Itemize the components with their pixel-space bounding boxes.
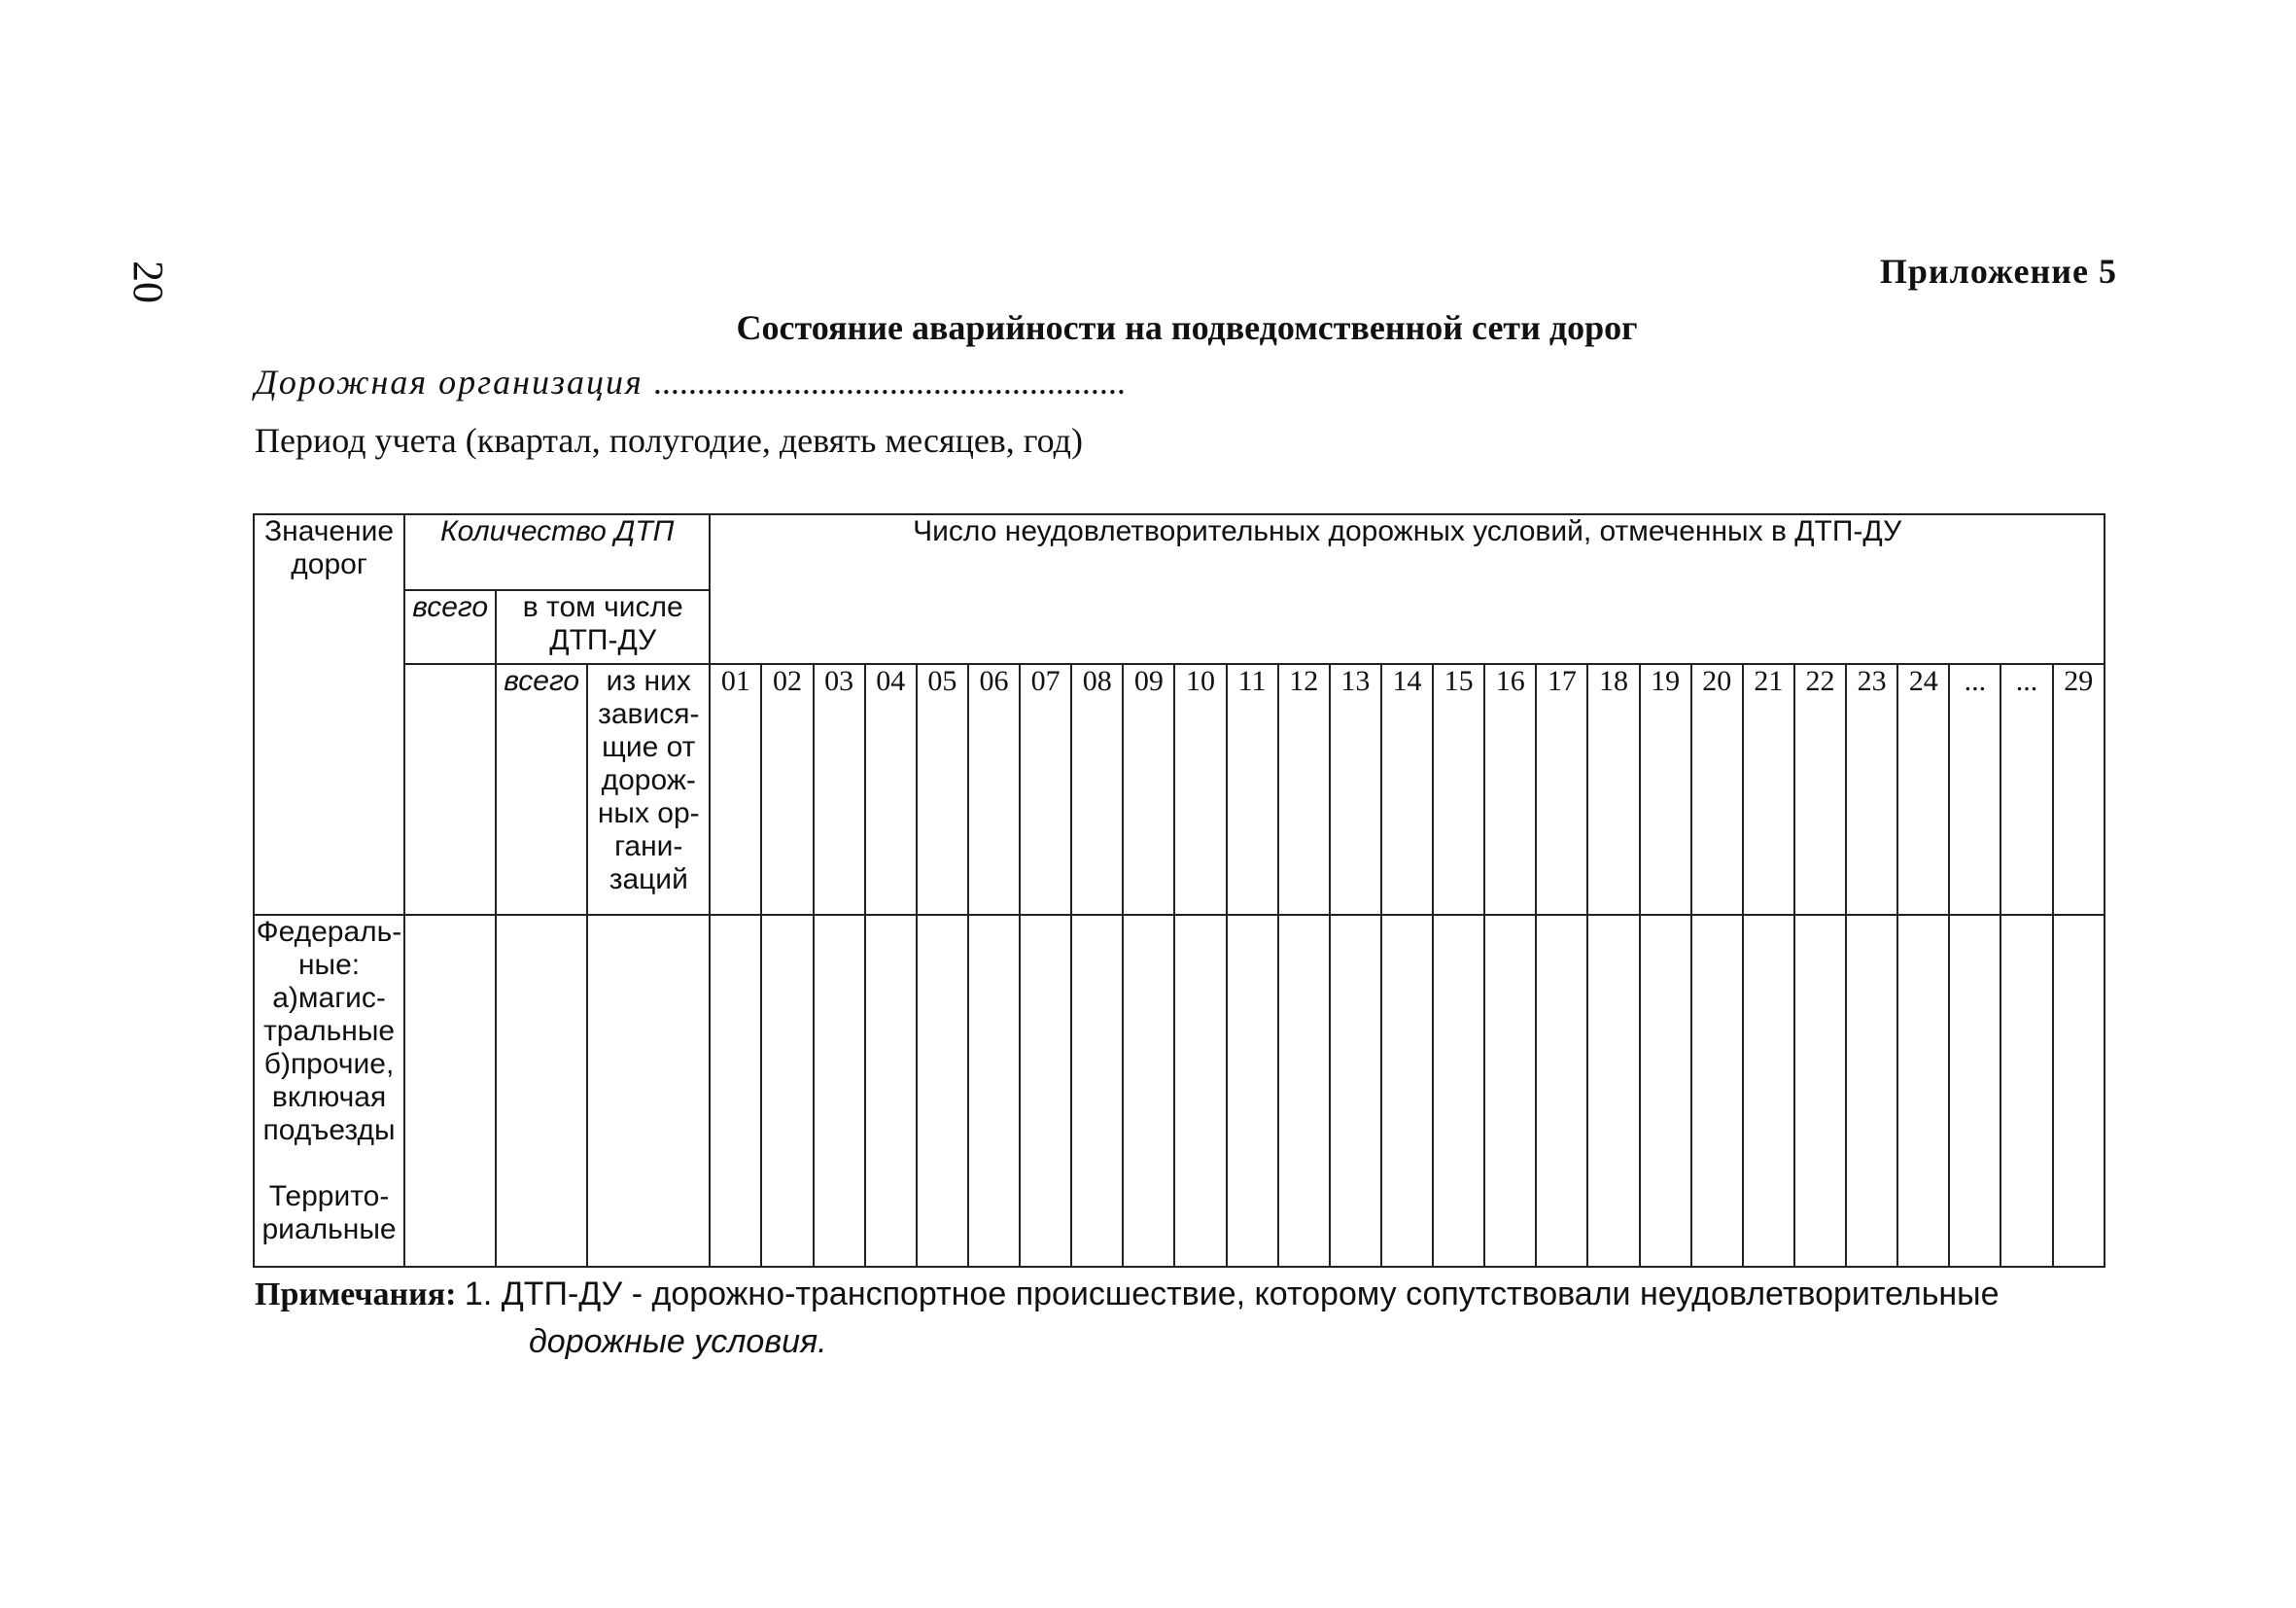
condition-number: 29 bbox=[2053, 664, 2105, 915]
header-total: всего bbox=[404, 590, 496, 664]
header-including: в том числе ДТП-ДУ bbox=[496, 590, 710, 664]
condition-cell bbox=[710, 915, 761, 1267]
condition-cell bbox=[1123, 915, 1174, 1267]
notes-line2: дорожные условия. bbox=[529, 1323, 827, 1360]
condition-number: 04 bbox=[865, 664, 917, 915]
row-label-line: Террито- bbox=[268, 1180, 390, 1212]
condition-number: 09 bbox=[1123, 664, 1174, 915]
condition-cell bbox=[1071, 915, 1123, 1267]
condition-cell bbox=[1794, 915, 1846, 1267]
row-label-line: Федераль- bbox=[256, 916, 402, 948]
condition-cell bbox=[1433, 915, 1484, 1267]
notes-label: Примечания: bbox=[255, 1276, 457, 1312]
condition-cell bbox=[1949, 915, 2000, 1267]
condition-cell bbox=[1381, 915, 1433, 1267]
row-label-line: ные: bbox=[297, 949, 361, 981]
condition-number: ... bbox=[1949, 664, 2000, 915]
data-cell bbox=[587, 915, 710, 1267]
condition-cell bbox=[968, 915, 1020, 1267]
condition-cell bbox=[1536, 915, 1587, 1267]
condition-number: 10 bbox=[1174, 664, 1226, 915]
data-cell bbox=[404, 915, 496, 1267]
condition-number: 11 bbox=[1227, 664, 1278, 915]
condition-cell bbox=[1640, 915, 1691, 1267]
row-label bbox=[254, 915, 404, 1267]
condition-number: 18 bbox=[1587, 664, 1639, 915]
condition-number: 23 bbox=[1846, 664, 1897, 915]
condition-number: 22 bbox=[1794, 664, 1846, 915]
row-label-line: риальные bbox=[261, 1213, 397, 1245]
appendix-label: Приложение 5 bbox=[1879, 252, 2117, 291]
condition-cell bbox=[2053, 915, 2105, 1267]
condition-cell bbox=[1743, 915, 1794, 1267]
condition-number: 14 bbox=[1381, 664, 1433, 915]
condition-cell bbox=[1278, 915, 1330, 1267]
condition-cell bbox=[917, 915, 968, 1267]
condition-number: 01 bbox=[710, 664, 761, 915]
condition-number: 15 bbox=[1433, 664, 1484, 915]
organization-line bbox=[255, 362, 1127, 402]
organization-blank: ...................................................... bbox=[653, 363, 1127, 402]
data-cell bbox=[496, 915, 587, 1267]
condition-number: 07 bbox=[1020, 664, 1071, 915]
condition-number: 05 bbox=[917, 664, 968, 915]
row-label-line: включая bbox=[271, 1081, 387, 1113]
condition-number: 16 bbox=[1484, 664, 1536, 915]
condition-cell bbox=[1020, 915, 1071, 1267]
notes bbox=[255, 1276, 2121, 1361]
condition-number: 19 bbox=[1640, 664, 1691, 915]
header-total-blank bbox=[404, 664, 496, 915]
condition-number: 02 bbox=[761, 664, 813, 915]
condition-cell bbox=[1691, 915, 1743, 1267]
document-title: Состояние аварийности на подведомственной сети дорог bbox=[736, 308, 1638, 347]
condition-number: 21 bbox=[1743, 664, 1794, 915]
condition-number: ... bbox=[2000, 664, 2052, 915]
condition-cell bbox=[1174, 915, 1226, 1267]
condition-cell bbox=[1484, 915, 1536, 1267]
page-number: 20 bbox=[124, 261, 172, 303]
organization-label: Дорожная организация bbox=[255, 363, 644, 402]
condition-cell bbox=[761, 915, 813, 1267]
condition-cell bbox=[814, 915, 865, 1267]
notes-line1: 1. ДТП-ДУ - дорожно-транспортное происшествие, которому сопутствовали неудовлетворительные bbox=[464, 1276, 2000, 1312]
condition-cell bbox=[2000, 915, 2052, 1267]
header-road-value: Значение дорог bbox=[254, 514, 404, 915]
header-dependent: из них завися-щие от дорож-ных ор-гани-заций bbox=[587, 664, 710, 915]
row-label-line: подъезды bbox=[262, 1114, 396, 1146]
condition-cell bbox=[1897, 915, 1949, 1267]
condition-cell bbox=[1330, 915, 1381, 1267]
condition-number: 06 bbox=[968, 664, 1020, 915]
row-label-line: б)прочие, bbox=[263, 1048, 395, 1080]
condition-number: 08 bbox=[1071, 664, 1123, 915]
row-label-line bbox=[255, 1147, 403, 1180]
condition-cell bbox=[1587, 915, 1639, 1267]
condition-number: 12 bbox=[1278, 664, 1330, 915]
period-label: Период учета (квартал, полугодие, девять месяцев, год) bbox=[255, 421, 1083, 460]
condition-cell bbox=[865, 915, 917, 1267]
header-accident-count: Количество ДТП bbox=[404, 514, 710, 590]
header-sub-total: всего bbox=[496, 664, 587, 915]
row-label-line: а)магис- bbox=[272, 982, 386, 1014]
condition-cell bbox=[1846, 915, 1897, 1267]
row-label-line: тральные bbox=[263, 1015, 396, 1047]
condition-number: 17 bbox=[1536, 664, 1587, 915]
condition-number: 03 bbox=[814, 664, 865, 915]
condition-number: 20 bbox=[1691, 664, 1743, 915]
accident-table bbox=[253, 513, 2105, 1268]
condition-cell bbox=[1227, 915, 1278, 1267]
condition-number: 13 bbox=[1330, 664, 1381, 915]
condition-number: 24 bbox=[1897, 664, 1949, 915]
header-conditions: Число неудовлетворительных дорожных условий, отмеченных в ДТП-ДУ bbox=[710, 514, 2105, 664]
